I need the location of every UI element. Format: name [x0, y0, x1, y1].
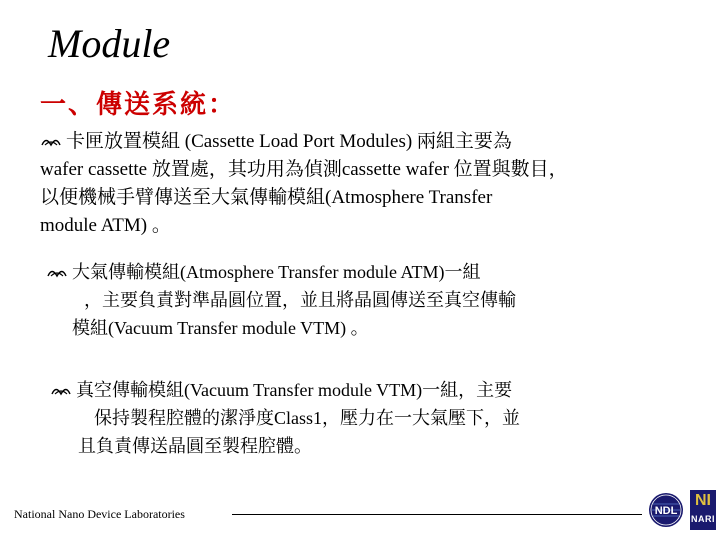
bullet-cassette-load-port [40, 128, 710, 240]
bullet-line: 且負責傳送晶圓至製程腔體。 [78, 436, 312, 456]
lotus-bullet-icon [50, 383, 72, 397]
bullet-line: module ATM) 。 [40, 215, 171, 236]
slide-title: Module [48, 21, 171, 66]
bullet-line: wafer cassette 放置處，其功用為偵測cassette wafer 位置與數目， [40, 159, 568, 180]
ndl-logo-text: NDL [654, 505, 678, 517]
bullet-line: 大氣傳輸模組(Atmosphere Transfer module ATM)一組 [40, 258, 690, 286]
nari-logo-mark: NI [695, 492, 711, 509]
footer-organization: National Nano Device Laboratories [14, 507, 185, 521]
bullet-line: 真空傳輸模組(Vacuum Transfer module VTM)一組，主要 [40, 376, 690, 404]
bullet-line: 卡匣放置模組 (Cassette Load Port Modules) 兩組主要為 [40, 128, 710, 156]
footer-divider [232, 514, 642, 515]
section-heading: 一、傳送系統： [40, 90, 237, 119]
bullet-atm [40, 258, 690, 342]
nari-logo [690, 490, 716, 530]
bullet-line: 保持製程腔體的潔淨度Class1，壓力在一大氣壓下，並 [94, 408, 521, 428]
nari-logo-text: NARI [691, 514, 715, 524]
bullet-line: ，主要負責對準晶圓位置，並且將晶圓傳送至真空傳輸 [84, 290, 516, 310]
lotus-bullet-icon [46, 265, 68, 279]
lotus-bullet-icon [40, 134, 62, 148]
bullet-vtm [40, 376, 690, 460]
bullet-line: 模組(Vacuum Transfer module VTM) 。 [72, 318, 369, 338]
bullet-line: 以便機械手臂傳送至大氣傳輸模組(Atmosphere Transfer [40, 187, 493, 208]
ndl-logo-icon [648, 492, 684, 528]
